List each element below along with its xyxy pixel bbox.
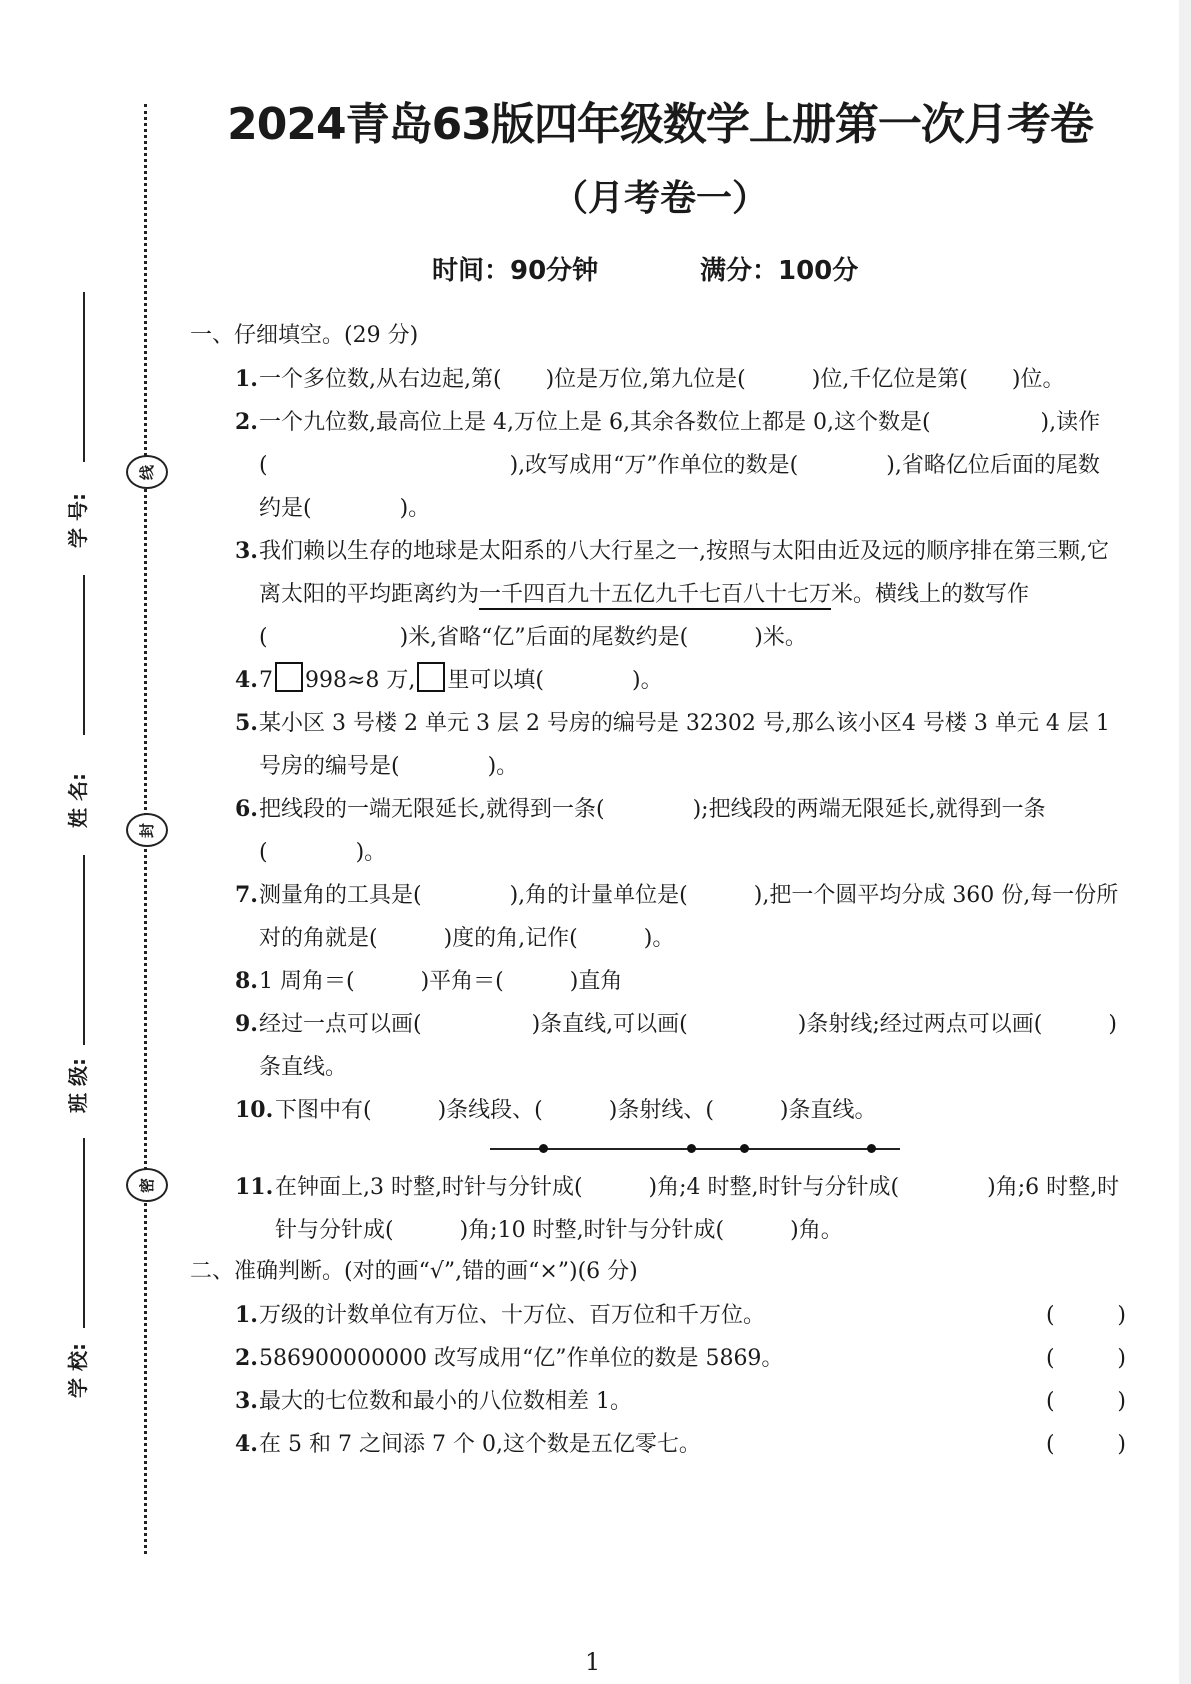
school-line[interactable] [83,1138,85,1328]
question-text: 一个九位数,最高位上是 4,万位上是 6,其余各数位上都是 0,这个数是( ),读作( ),改写成用“万”作单位的数是( ),省略亿位后面的尾数约是( )。 [259,410,1101,521]
seal-text: 封 [138,822,157,838]
name-label: 姓 名: [65,772,90,828]
question-4 [190,659,1120,702]
question-2 [190,401,1120,530]
item-text: 最大的七位数和最小的八位数相差 1。 [259,1389,632,1414]
question-text: 1 周角＝( )平角＝( )直角 [259,969,623,994]
question-text: 里可以填( )。 [447,668,663,693]
item-number: 1. [235,1302,258,1328]
seal-text: 线 [138,464,157,480]
diagram-point [867,1144,876,1153]
seal-text: 密 [138,1177,157,1193]
question-number: 8. [235,968,258,994]
question-number: 3. [235,538,258,564]
judge-item-2 [190,1337,1126,1380]
underlined-number-words: 一千四百九十五亿九千七百八十七万 [479,582,831,610]
question-9 [190,1003,1120,1089]
question-number: 9. [235,1011,258,1037]
question-number: 5. [235,710,258,736]
student-id-line[interactable] [83,292,85,462]
question-7 [190,874,1120,960]
exam-title: 2024青岛63版四年级数学上册第一次月考卷 [227,99,1093,150]
section-heading-fill: 一、仔细填空。(29 分) [190,323,419,348]
item-text: 586900000000 改写成用“亿”作单位的数是 5869。 [259,1346,784,1371]
question-text: 测量角的工具是( ),角的计量单位是( ),把一个圆平均分成 360 份,每一份所对的角就是( )度的角,记作( )。 [259,883,1119,951]
exam-subtitle: （月考卷一） [551,178,768,219]
answer-parentheses[interactable]: ( ) [1046,1346,1126,1371]
answer-box[interactable] [417,662,445,692]
judge-item-3 [190,1380,1126,1423]
diagram-point [687,1144,696,1153]
school-label: 学 校: [65,1342,90,1398]
question-number: 2. [235,409,258,435]
class-label: 班 级: [65,1057,90,1113]
seal-mark-secret [126,1168,168,1202]
question-text: 我们赖以生存的地球是太阳系的八大行星之一,按照与太阳由近及远的顺序排在第三颗,它离太阳的平均距离约为 [259,539,1109,607]
question-text: 7 [259,668,273,693]
page-number: 1 [585,1648,601,1676]
question-text: 998≈8 万, [305,668,416,693]
question-text: 米。横线上的数写作( )米,省略“亿”后面的尾数约是( )米。 [259,582,1030,650]
answer-parentheses[interactable]: ( ) [1046,1389,1126,1414]
seal-mark-seal [126,813,168,847]
item-text: 万级的计数单位有万位、十万位、百万位和千万位。 [259,1303,766,1328]
question-5 [190,702,1120,788]
item-number: 3. [235,1388,258,1414]
name-line[interactable] [83,575,85,735]
section-heading-judge: 二、准确判断。(对的画“√”,错的画“×”)(6 分) [190,1259,638,1284]
question-1 [190,358,1120,401]
scan-edge [1179,0,1191,1684]
question-text: 下图中有( )条线段、( )条射线、( )条直线。 [275,1098,877,1123]
answer-box[interactable] [275,662,303,692]
diagram-point [539,1144,548,1153]
exam-full-score: 满分：100分 [700,256,859,286]
question-text: 把线段的一端无限延长,就得到一条( );把线段的两端无限延长,就得到一条( )。 [259,797,1046,865]
question-number: 1. [235,366,258,392]
question-text: 在钟面上,3 时整,时针与分针成( )角;4 时整,时针与分针成( )角;6 时整,时针与分针成( )角;10 时整,时针与分针成( )角。 [275,1175,1120,1243]
answer-parentheses[interactable]: ( ) [1046,1432,1126,1457]
question-number: 4. [235,667,258,693]
seal-mark-line [126,455,168,489]
question-text: 经过一点可以画( )条直线,可以画( )条射线;经过两点可以画( )条直线。 [259,1012,1117,1080]
student-id-label: 学 号: [65,492,90,548]
diagram-point [740,1144,749,1153]
question-10 [190,1089,1120,1132]
question-number: 11. [235,1174,274,1200]
answer-parentheses[interactable]: ( ) [1046,1303,1126,1328]
judge-item-4 [190,1423,1126,1466]
question-8 [190,960,1120,1003]
question-11 [190,1166,1120,1252]
question-6 [190,788,1120,874]
item-text: 在 5 和 7 之间添 7 个 0,这个数是五亿零七。 [259,1432,701,1457]
class-line[interactable] [83,855,85,1045]
line-points-diagram [490,1132,900,1166]
item-number: 2. [235,1345,258,1371]
question-text: 一个多位数,从右边起,第( )位是万位,第九位是( )位,千亿位是第( )位。 [259,367,1065,392]
question-number: 7. [235,882,258,908]
exam-body [190,316,1126,1466]
question-text: 某小区 3 号楼 2 单元 3 层 2 号房的编号是 32302 号,那么该小区4 号楼 3 单元 4 层 1 号房的编号是( )。 [259,711,1110,779]
question-number: 10. [235,1097,274,1123]
question-number: 6. [235,796,258,822]
exam-time: 时间：90分钟 [432,256,599,286]
question-3 [190,530,1120,659]
judge-item-1 [190,1294,1126,1337]
item-number: 4. [235,1431,258,1457]
